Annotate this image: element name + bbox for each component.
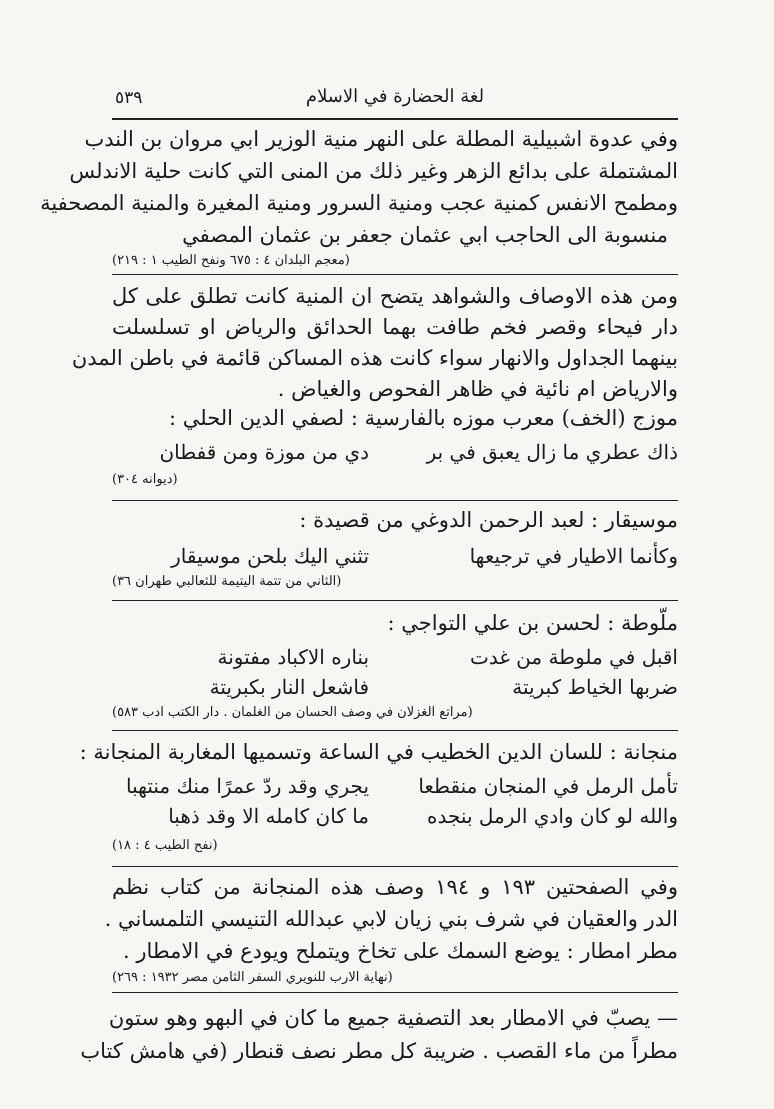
verse-hemistich-first: وكأنما الاطيار في ترجيعها <box>469 544 678 568</box>
header-rule <box>112 118 678 120</box>
verse-hemistich-second: تثني اليك بلحن موسيقار <box>171 544 370 568</box>
verse-hemistich-second: ما كان كامله الا وقد ذهبا <box>168 804 370 828</box>
paragraph-matar-usage <box>80 1003 678 1069</box>
verse-hemistich-first: اقبل في ملوطة من غدت <box>470 645 678 669</box>
verse-hemistich-second: دي من موزة ومن قفطان <box>159 440 370 464</box>
verse-line <box>112 541 678 571</box>
section-rule <box>112 866 678 867</box>
text-line: مطراً من ماء القصب . ضريبة كل مطر نصف قنطار (في هامش كتاب <box>80 1039 678 1063</box>
paragraph-munya-seville <box>40 124 678 294</box>
verse-hemistich-second: فاشعل النار بكبريتة <box>209 675 370 699</box>
text-line: دار فيحاء وقصر فخم طافت بهما الحدائق والرياض او تسلسلت <box>112 315 678 339</box>
citation: (نهاية الارب للنويري السفر الثامن مصر ١٩٣٢ : ٢٦٩) <box>112 970 393 985</box>
running-title: لغة الحضارة في الاسلام <box>305 86 485 107</box>
entry-heading: ملّوطة : لحسن بن علي التواجي : <box>387 611 678 635</box>
verse-hemistich-first: والله لو كان وادي الرمل بنجده <box>427 804 678 828</box>
text-line: وفي عدوة اشبيلية المطلة على النهر منية الوزير ابي مروان بن الندب <box>84 127 678 151</box>
citation: (الثاني من تتمة اليتيمة للثعالبي طهران ٣٦) <box>112 574 342 589</box>
entry-malluta <box>112 608 678 728</box>
verse-hemistich-second: بناره الاكباد مفتونة <box>217 645 370 669</box>
section-rule <box>112 600 678 601</box>
verse-line <box>112 642 678 672</box>
verse-hemistich-first: ذاك عطري ما زال يعبق في بر <box>426 440 678 464</box>
verse-line <box>112 672 678 702</box>
verse-line <box>112 801 678 831</box>
verse-hemistich-second: يجري وقد ردّ عمرًا منك منتهبا <box>125 774 370 798</box>
text-line: منسوبة الى الحاجب ابي عثمان جعفر بن عثمان المصفي <box>182 223 668 247</box>
entry-musiqar <box>112 505 678 597</box>
entry-heading: منجانة : للسان الدين الخطيب في الساعة وتسميها المغاربة المنجانة : <box>79 740 678 764</box>
text-line: وفي الصفحتين ١٩٣ و ١٩٤ وصف هذه المنجانة من كتاب نظم <box>112 875 678 899</box>
entry-manjana <box>79 737 678 865</box>
section-rule <box>112 992 678 993</box>
page-number: ٥٣٩ <box>115 88 143 108</box>
section-rule <box>112 730 678 731</box>
citation: (معجم البلدان ٤ : ٦٧٥ ونفح الطيب ١ : ٢١٩) <box>112 253 350 268</box>
text-line: ومطمح الانفس كمنية عجب ومنية السرور ومنية المغيرة والمنية المصحفية <box>40 191 678 215</box>
text-line: الدر والعقيان في شرف بني زيان لابي عبدالله التنيسي التلمساني . <box>104 907 678 931</box>
verse-hemistich-first: تأمل الرمل في المنجان منقطعا <box>418 774 678 798</box>
verse-line <box>112 437 678 467</box>
entry-mawzaj <box>112 403 678 495</box>
text-line: والارياض ام نائية في ظاهر الفحوص والغياض . <box>277 377 678 401</box>
citation: (نفح الطيب ٤ : ١٨) <box>112 838 218 853</box>
citation: (مراتع الغزلان في وصف الحسان من الغلمان . دار الكتب ادب ٥٨٣) <box>112 705 473 720</box>
text-line: المشتملة على بدائع الزهر وغير ذلك من المنى التي كانت حلية الاندلس <box>69 159 678 183</box>
verse-hemistich-first: ضربها الخياط كبريتة <box>512 675 678 699</box>
verse-line <box>112 771 678 801</box>
paragraph-manjana-reference <box>104 872 678 990</box>
section-rule <box>112 500 678 501</box>
paragraph-munya-definition <box>71 281 678 406</box>
entry-heading: موزج (الخف) معرب موزه بالفارسية : لصفي الدين الحلي : <box>169 406 678 430</box>
page-header <box>115 86 675 114</box>
entry-heading: موسيقار : لعبد الرحمن الدوغي من قصيدة : <box>299 508 678 532</box>
citation: (ديوانه ٣٠٤) <box>112 472 178 487</box>
text-line: بينهما الجداول والانهار سواء كانت هذه المساكن قائمة في باطن المدن <box>71 346 678 370</box>
entry-heading: مطر امطار : يوضع السمك على تخاخ ويتملح ويودع في الامطار . <box>123 939 678 963</box>
section-rule <box>112 274 678 275</box>
text-line: — يصبّ في الامطار بعد التصفية جميع ما كان في البهو وهو ستون <box>108 1006 678 1030</box>
text-line: ومن هذه الاوصاف والشواهد يتضح ان المنية كانت تطلق على كل <box>112 284 678 308</box>
